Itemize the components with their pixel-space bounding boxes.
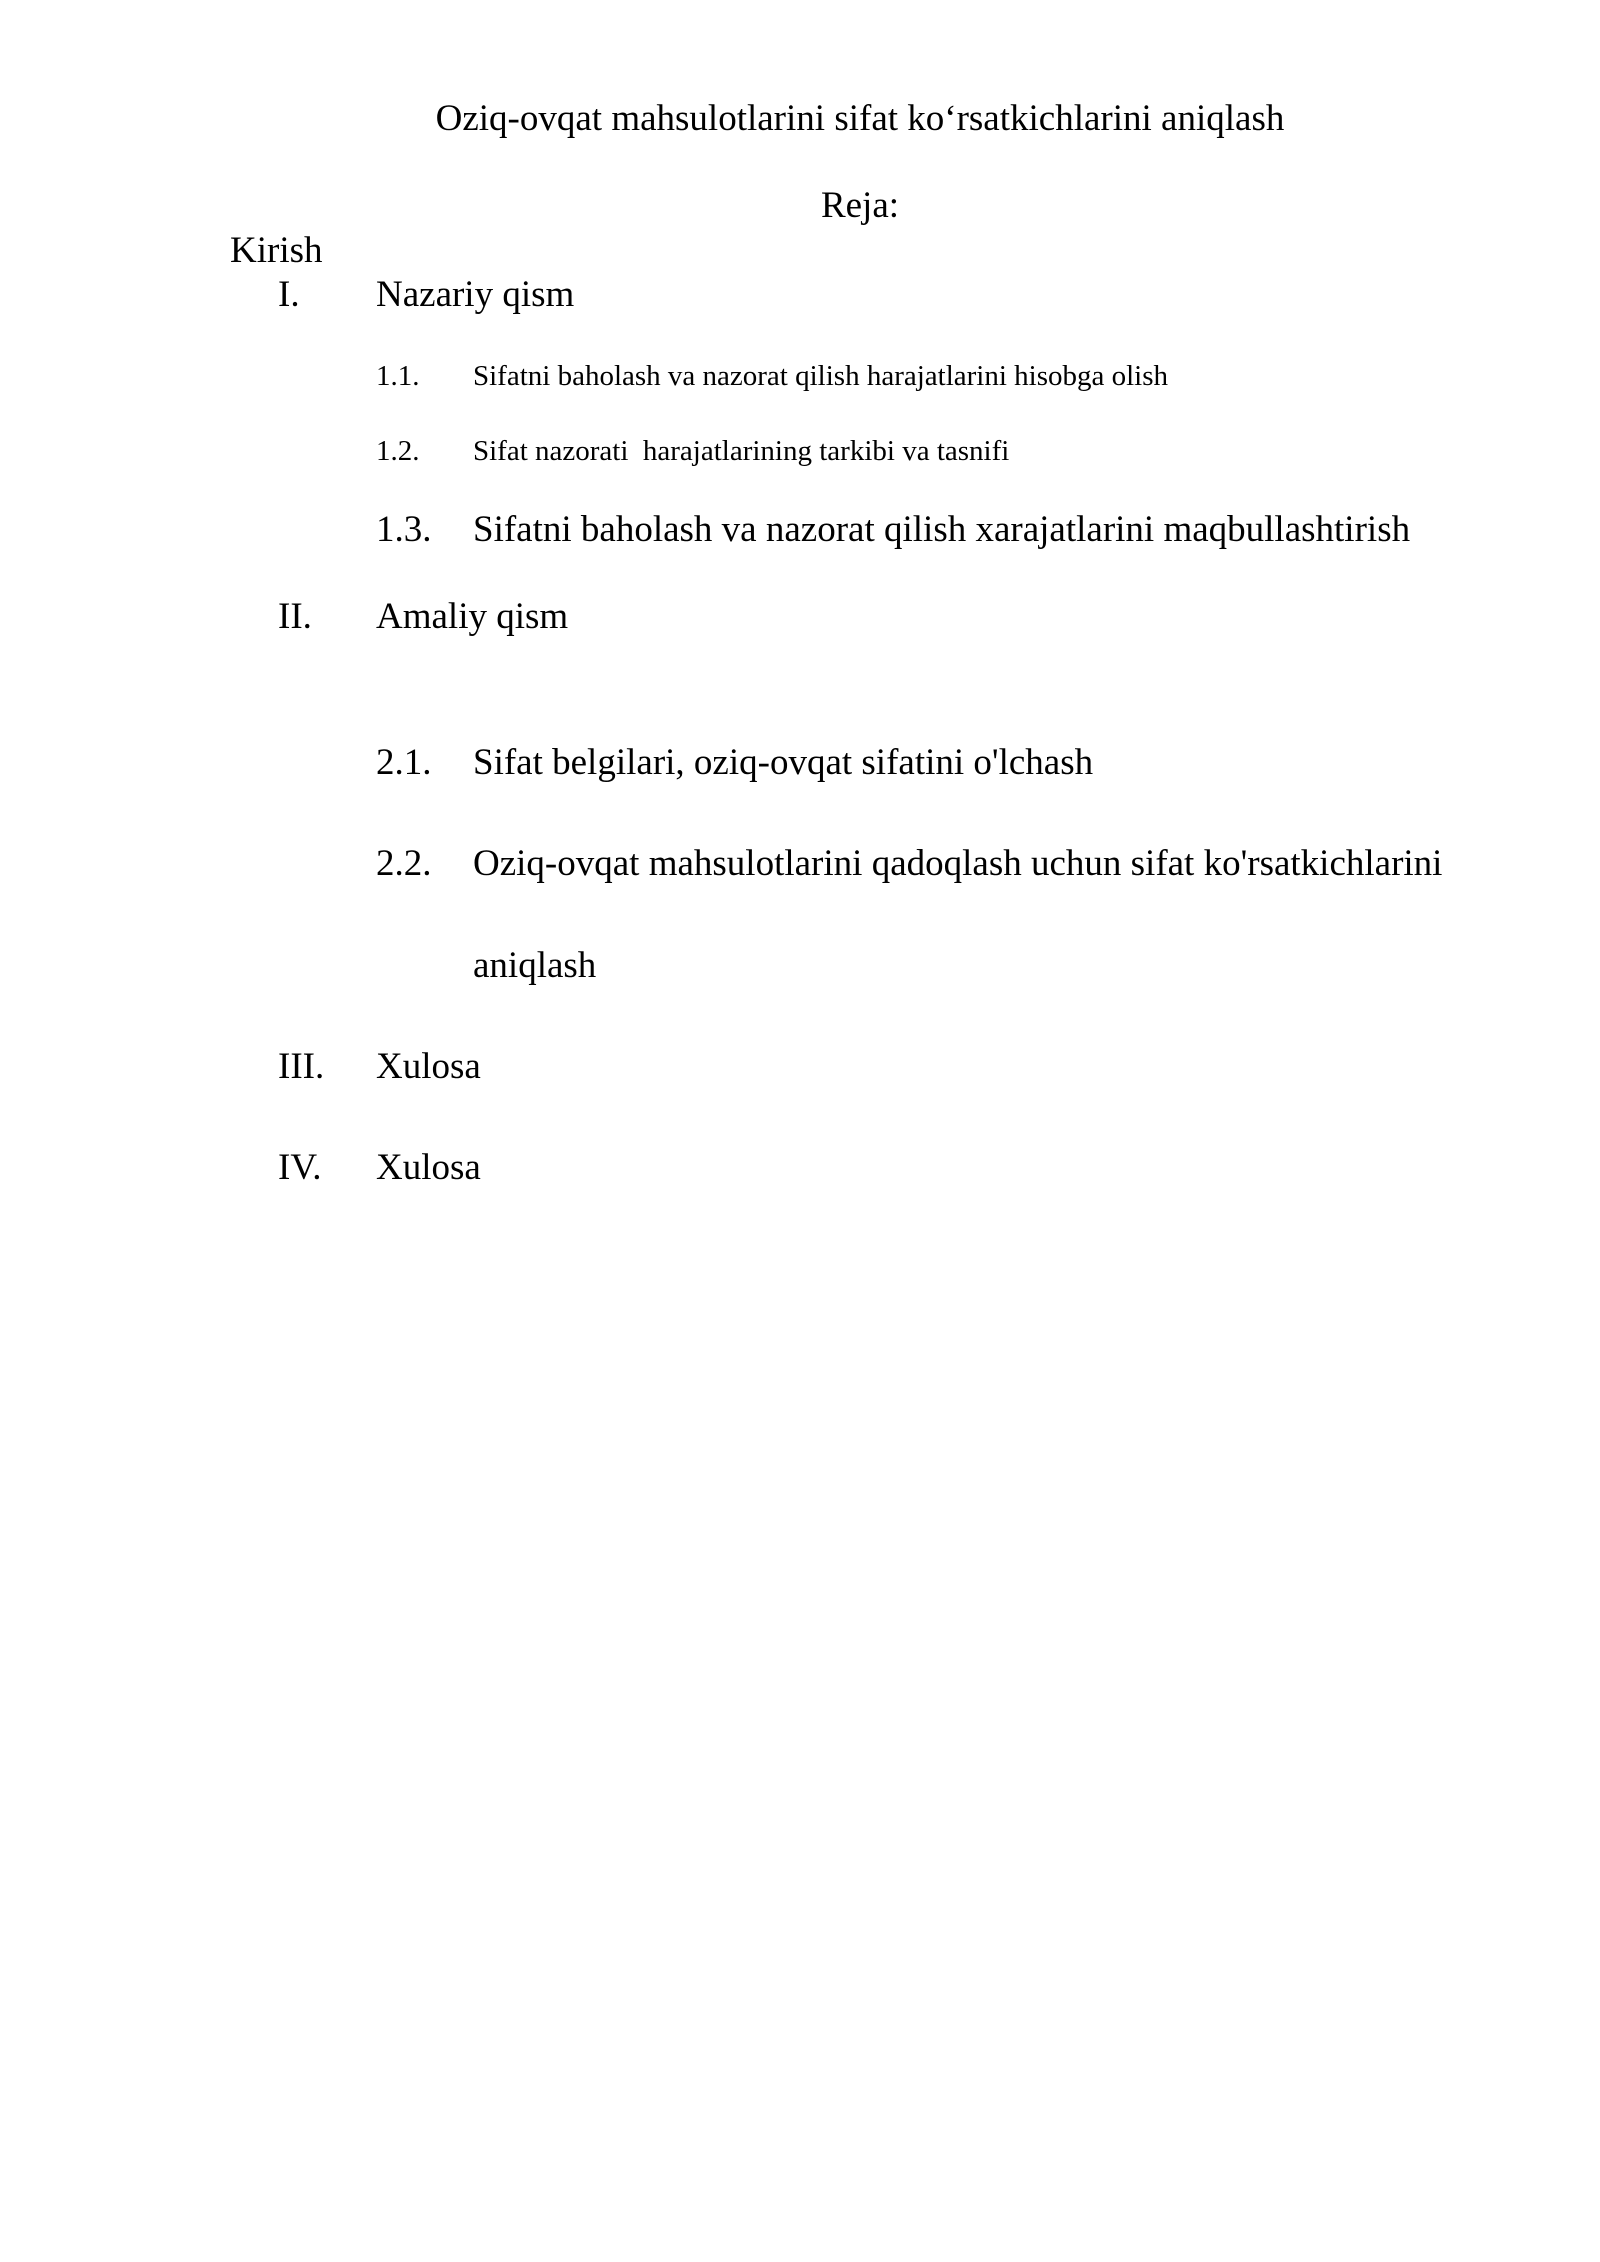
- plan-heading: Reja:: [820, 185, 900, 226]
- subsection-number: 2.1.: [376, 742, 432, 783]
- section-number: I.: [278, 274, 300, 315]
- subsection-number: 1.2.: [376, 435, 420, 467]
- subsection-title: Sifatni baholash va nazorat qilish xarajatlarini maqbullashtirish: [473, 509, 1411, 550]
- section-title: Amaliy qism: [376, 596, 569, 637]
- subsection-number: 1.3.: [376, 509, 432, 550]
- intro-item: Kirish: [230, 230, 323, 271]
- subsection-title: Sifat belgilari, oziq-ovqat sifatini o'lchash: [473, 742, 1094, 783]
- subsection-title: Sifatni baholash va nazorat qilish harajatlarini hisobga olish: [473, 360, 1169, 392]
- section-number: III.: [278, 1046, 325, 1087]
- section-title: Xulosa: [376, 1046, 481, 1087]
- document-title: Oziq-ovqat mahsulotlarini sifat ko‘rsatkichlarini aniqlash: [435, 98, 1285, 139]
- section-title: Xulosa: [376, 1147, 481, 1188]
- section-number: II.: [278, 596, 312, 637]
- subsection-title: Sifat nazorati harajatlarining tarkibi va tasnifi: [473, 435, 1010, 467]
- subsection-title: Oziq-ovqat mahsulotlarini qadoqlash uchun sifat ko'rsatkichlarini: [473, 843, 1443, 884]
- section-number: IV.: [278, 1147, 322, 1188]
- subsection-number: 1.1.: [376, 360, 420, 392]
- subsection-number: 2.2.: [376, 843, 432, 884]
- section-title: Nazariy qism: [376, 274, 575, 315]
- subsection-title-continuation: aniqlash: [473, 945, 597, 986]
